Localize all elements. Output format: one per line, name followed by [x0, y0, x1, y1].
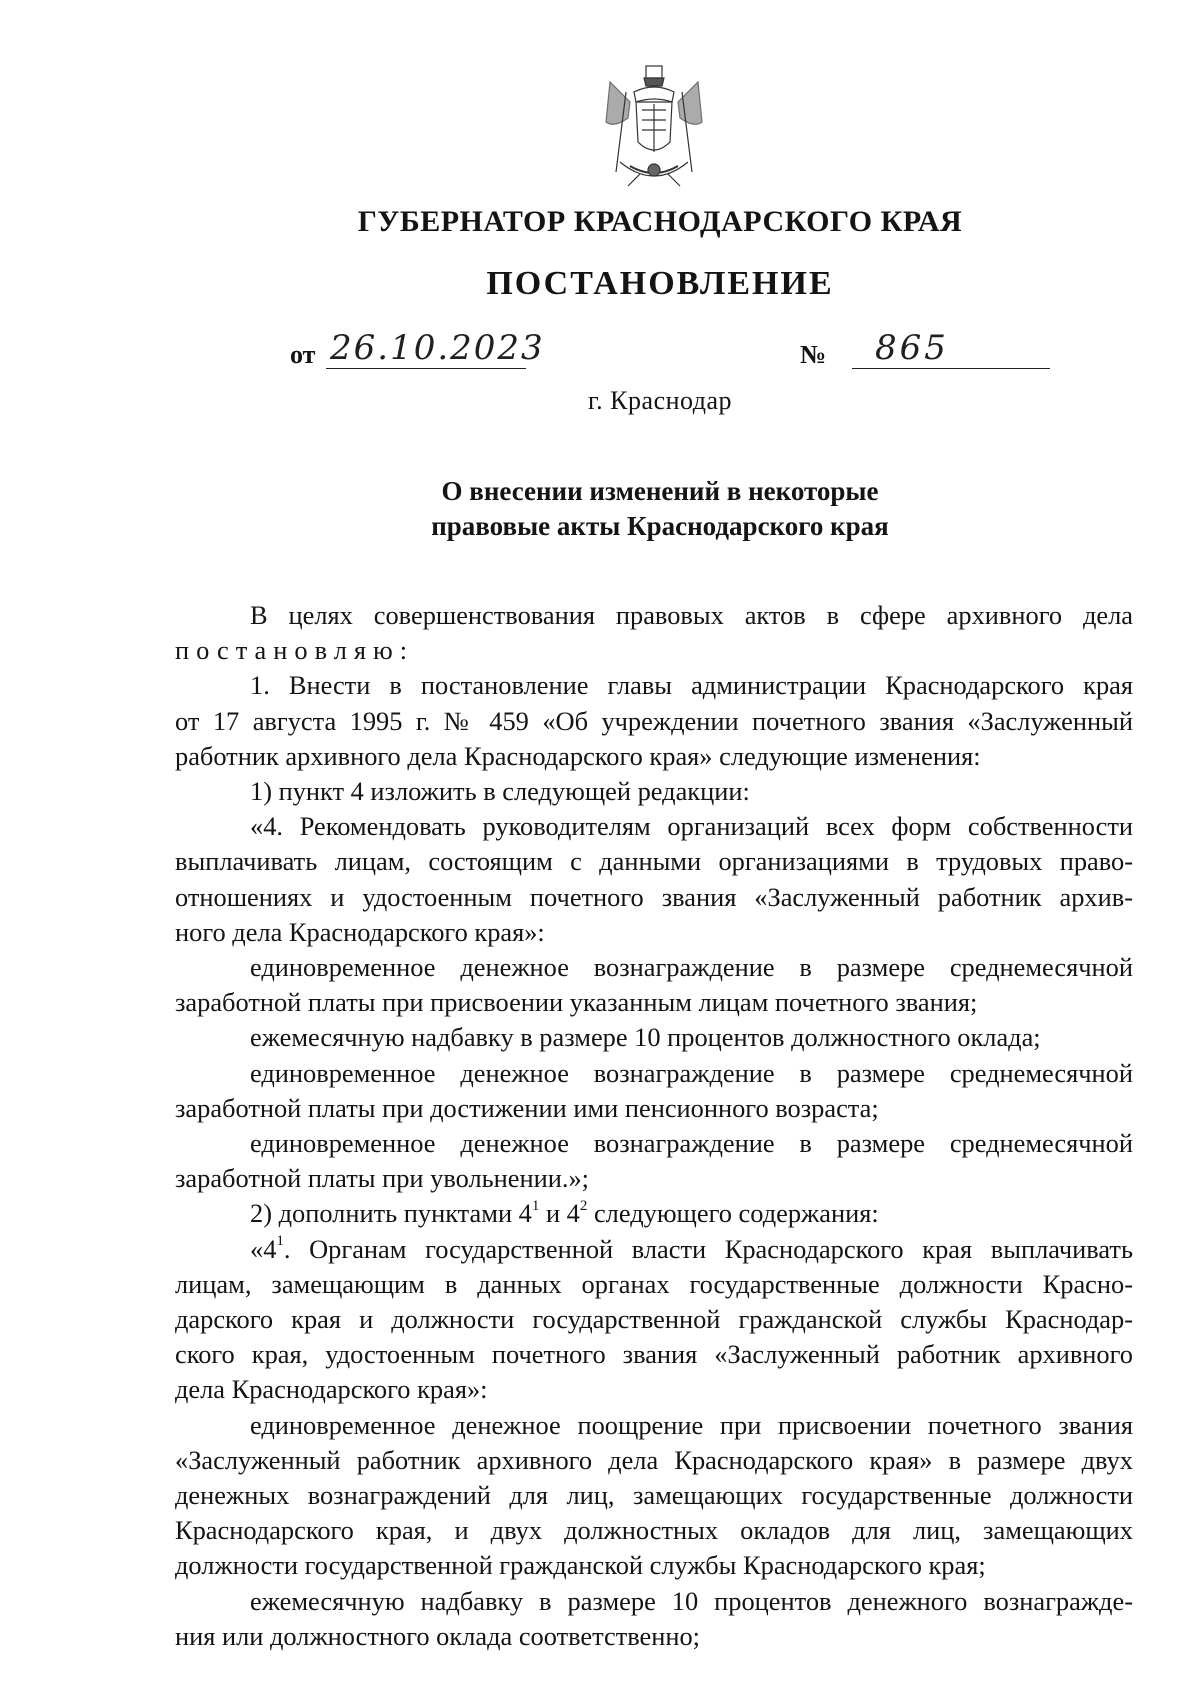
document-body [175, 598, 1133, 1654]
subject-line: О внесении изменений в некоторые [441, 476, 879, 506]
body-line: 1) пункт 4 изложить в следующей редакции: [250, 776, 750, 807]
body-line: единовременное денежное вознаграждение в размере среднемесячной [250, 1057, 1133, 1088]
text-run: 2) дополнить пунктами 4 [250, 1198, 532, 1229]
body-line-resolve: постановляю: [175, 635, 415, 666]
body-line: выплачивать лицам, состоящим с данными организациями в трудовых право- [175, 846, 1133, 877]
issuing-authority: ГУБЕРНАТОР КРАСНОДАРСКОГО КРАЯ [357, 205, 963, 238]
body-line: денежных вознаграждений для лиц, замещающих государственные должности [175, 1480, 1133, 1511]
text-run: «4 [250, 1233, 277, 1264]
document-subject [0, 474, 1200, 544]
text-run: следующего содержания: [587, 1198, 879, 1229]
body-line: должности государственной гражданской службы Краснодарского края; [175, 1550, 986, 1581]
body-line [175, 1232, 1133, 1267]
document-type: ПОСТАНОВЛЕНИЕ [486, 265, 834, 302]
body-line: ежемесячную надбавку в размере 10 процентов денежного вознагражде- [250, 1585, 1133, 1616]
body-line: дарского края и должности государственной гражданской службы Краснодар- [175, 1304, 1133, 1335]
body-line: дела Краснодарского края»: [175, 1374, 488, 1405]
body-line: ского края, удостоенным почетного звания «Заслуженный работник архивного [175, 1339, 1133, 1370]
body-line: отношениях и удостоенным почетного звания «Заслуженный работник архив- [175, 881, 1133, 912]
body-line: заработной платы при увольнении.»; [175, 1163, 589, 1194]
date-label: от [290, 340, 316, 369]
body-line: Краснодарского края, и двух должностных окладов для лиц, замещающих [175, 1515, 1133, 1546]
body-line: единовременное денежное вознаграждение в размере среднемесячной [250, 952, 1133, 983]
body-line: заработной платы при достижении ими пенсионного возраста; [175, 1092, 879, 1123]
body-line: работник архивного дела Краснодарского края» следующие изменения: [175, 740, 981, 771]
body-line: «4. Рекомендовать руководителям организаций всех форм собственности [250, 811, 1133, 842]
body-line: от 17 августа 1995 г. № 459 «Об учреждении почетного звания «Заслуженный [175, 705, 1133, 736]
body-line: 1. Внести в постановление главы администрации Краснодарского края [250, 670, 1133, 701]
body-line [175, 1196, 1133, 1231]
body-line: лицам, замещающим в данных органах государственные должности Красно- [175, 1268, 1133, 1299]
date-underline [326, 368, 526, 369]
number-underline [852, 368, 1050, 369]
body-line: ежемесячную надбавку в размере 10 процентов должностного оклада; [250, 1022, 1041, 1053]
superscript: 2 [579, 1197, 588, 1214]
text-run: и 4 [539, 1198, 580, 1229]
body-line: единовременное денежное поощрение при присвоении почетного звания [250, 1409, 1133, 1440]
place-of-issue: г. Краснодар [587, 386, 733, 415]
text-run: . Органам государственной власти Краснодарского края выплачивать [283, 1233, 1133, 1264]
number-label: № [800, 340, 827, 369]
superscript: 1 [531, 1197, 540, 1214]
body-line: единовременное денежное вознаграждение в размере среднемесячной [250, 1128, 1133, 1159]
date-number-line [290, 330, 1050, 374]
handwritten-number: 865 [875, 328, 949, 368]
body-line: заработной платы при присвоении указанным лицам почетного звания; [175, 987, 978, 1018]
body-line: ния или должностного оклада соответственно; [175, 1620, 701, 1651]
body-line: «Заслуженный работник архивного дела Краснодарского края» в размере двух [175, 1444, 1133, 1475]
handwritten-date: 26.10.2023 [330, 328, 545, 368]
body-line: ного дела Краснодарского края»: [175, 916, 545, 947]
subject-line: правовые акты Краснодарского края [431, 511, 889, 541]
superscript: 1 [276, 1232, 284, 1249]
body-line: В целях совершенствования правовых актов в сфере архивного дела [250, 600, 1133, 630]
coat-of-arms-icon [600, 62, 708, 192]
